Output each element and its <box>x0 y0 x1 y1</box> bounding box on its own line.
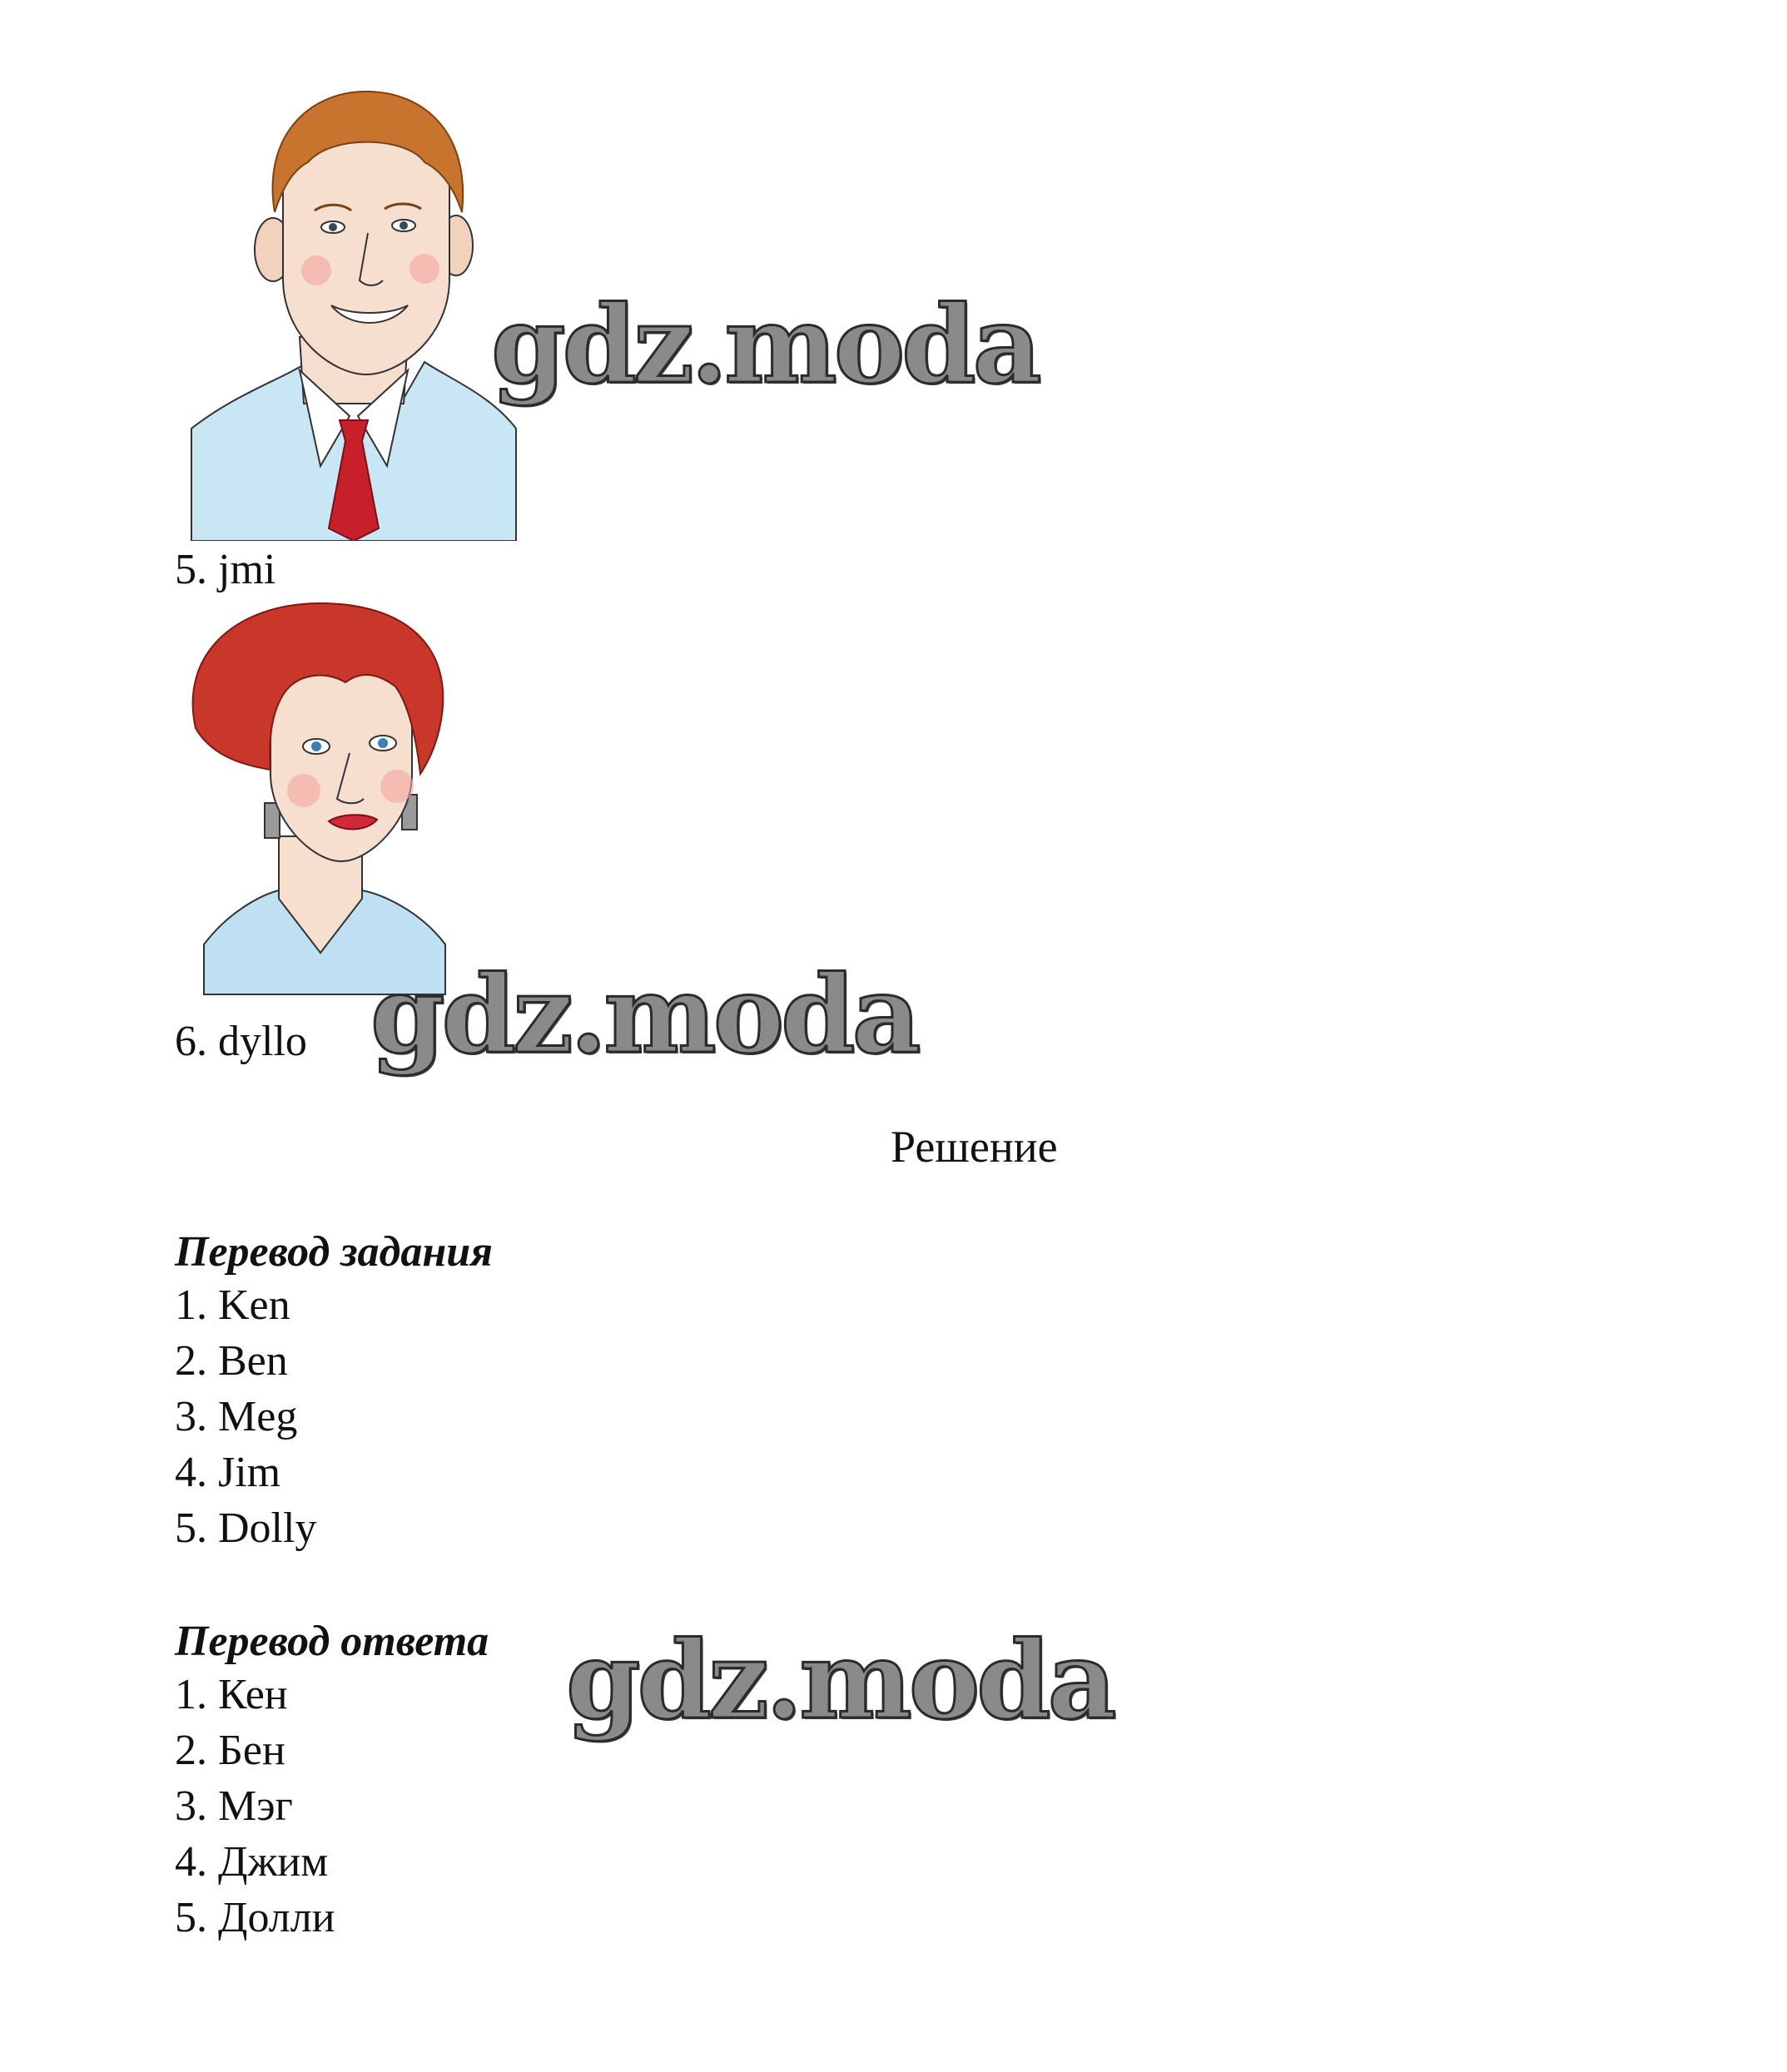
man-illustration <box>175 87 524 541</box>
watermark: gdz.moda <box>370 953 918 1078</box>
list-item: 4. Jim <box>175 1449 281 1496</box>
answer-translation-heading: Перевод ответа <box>175 1618 489 1665</box>
answer-translation-section <box>175 1617 489 1946</box>
task-translation-list <box>175 1277 493 1556</box>
woman-illustration <box>179 595 466 1011</box>
task-translation-heading: Перевод задания <box>175 1228 493 1276</box>
solution-title: Решение <box>891 1122 1058 1172</box>
list-item: 2. Бен <box>175 1727 285 1774</box>
answer-translation-list <box>175 1667 489 1946</box>
list-item: 1. Кен <box>175 1671 288 1718</box>
list-item: 2. Ben <box>175 1337 288 1385</box>
list-item: 5. Dolly <box>175 1504 317 1552</box>
item-5-label: 5. jmi <box>175 546 276 593</box>
list-item: 3. Meg <box>175 1393 298 1440</box>
list-item: 4. Джим <box>175 1838 329 1886</box>
list-item: 1. Ken <box>175 1281 290 1329</box>
list-item: 3. Мэг <box>175 1782 293 1830</box>
watermark: gdz.moda <box>566 1618 1114 1743</box>
list-item: 5. Долли <box>175 1894 335 1941</box>
watermark: gdz.moda <box>491 283 1039 408</box>
item-6-label: 6. dyllo <box>175 1018 307 1065</box>
task-translation-section <box>175 1227 493 1556</box>
